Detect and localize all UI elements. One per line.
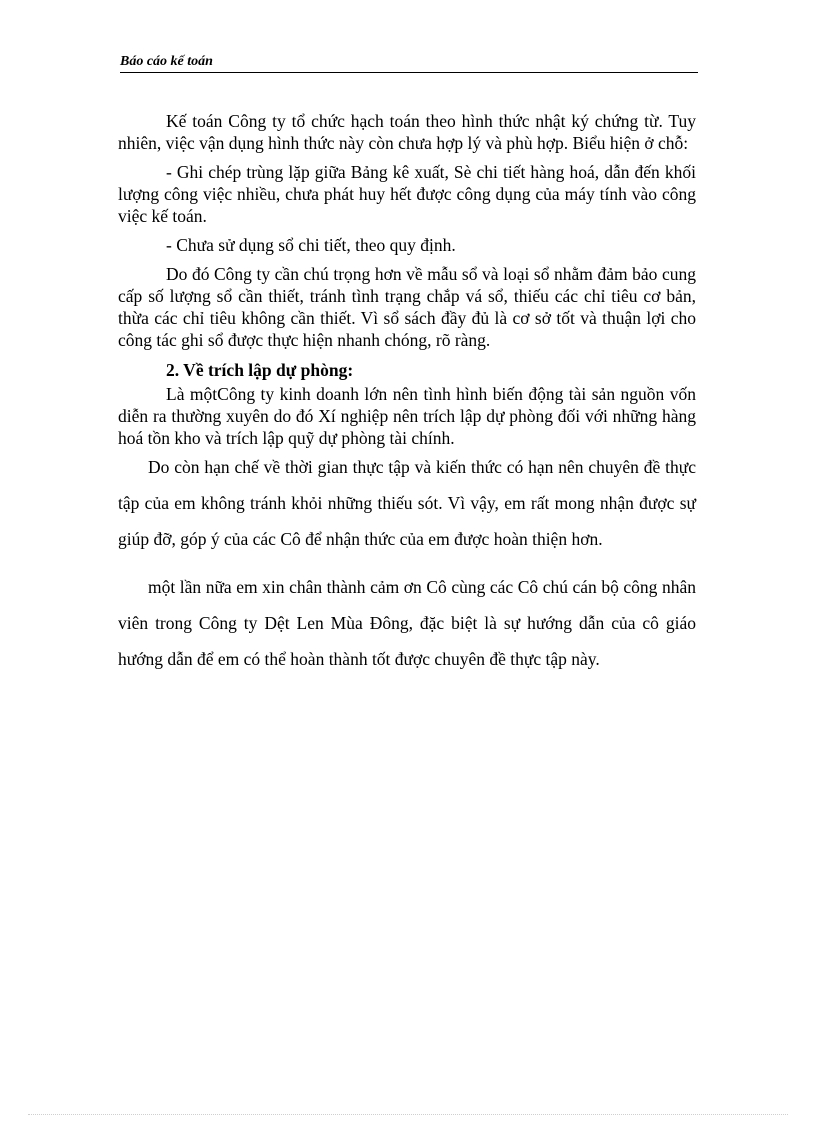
paragraph-thanks: một lần nữa em xin chân thành cảm ơn Cô cùng các Cô chú cán bộ công nhân viên trong Công ty Dệt Len Mùa Đông, đặc biệt là sự hướng dẫn của cô giáo hướng dẫn để em có thể hoàn thành tốt được chuyên đề thực tập này. [118,577,696,669]
page-header [120,52,698,73]
paragraph-conclusion-1: Do đó Công ty cần chú trọng hơn về mẫu sổ và loại sổ nhằm đảm bảo cung cấp số lượng sổ cần thiết, tránh tình trạng chắp vá sổ, thiếu các chỉ tiêu cơ bản, thừa các chỉ tiêu không cần thiết. Vì sổ sách đầy đủ là cơ sở tốt và thuận lợi cho công tác ghi sổ được thực hiện nhanh chóng, rõ ràng. [118,264,696,350]
paragraph-bullet-2: - Chưa sử dụng sổ chi tiết, theo quy định. [166,235,456,255]
section-heading-2: 2. Về trích lập dự phòng: [166,360,354,380]
header-title: Báo cáo kế toán [120,54,213,69]
paragraph-provision: Là mộtCông ty kinh doanh lớn nên tình hình biến động tài sản nguồn vốn diễn ra thường xuyên do đó Xí nghiệp nên trích lập dự phòng đối với những hàng hoá tồn kho và trích lập quỹ dự phòng tài chính. [118,384,696,448]
document-body [118,110,696,677]
paragraph-intro: Kế toán Công ty tổ chức hạch toán theo hình thức nhật ký chứng từ. Tuy nhiên, việc vận dụng hình thức này còn chưa hợp lý và phù hợp. Biểu hiện ở chỗ: [118,111,696,153]
footer-divider [28,1114,788,1115]
paragraph-closing: Do còn hạn chế về thời gian thực tập và kiến thức có hạn nên chuyên đề thực tập của em không tránh khỏi những thiếu sót. Vì vậy, em rất mong nhận được sự giúp đỡ, góp ý của các Cô để nhận thức của em được hoàn thiện hơn. [118,457,696,549]
paragraph-bullet-1: - Ghi chép trùng lặp giữa Bảng kê xuất, Sè chi tiết hàng hoá, dẫn đến khối lượng công việc nhiều, chưa phát huy hết được công dụng của máy tính vào công việc kế toán. [118,162,696,226]
